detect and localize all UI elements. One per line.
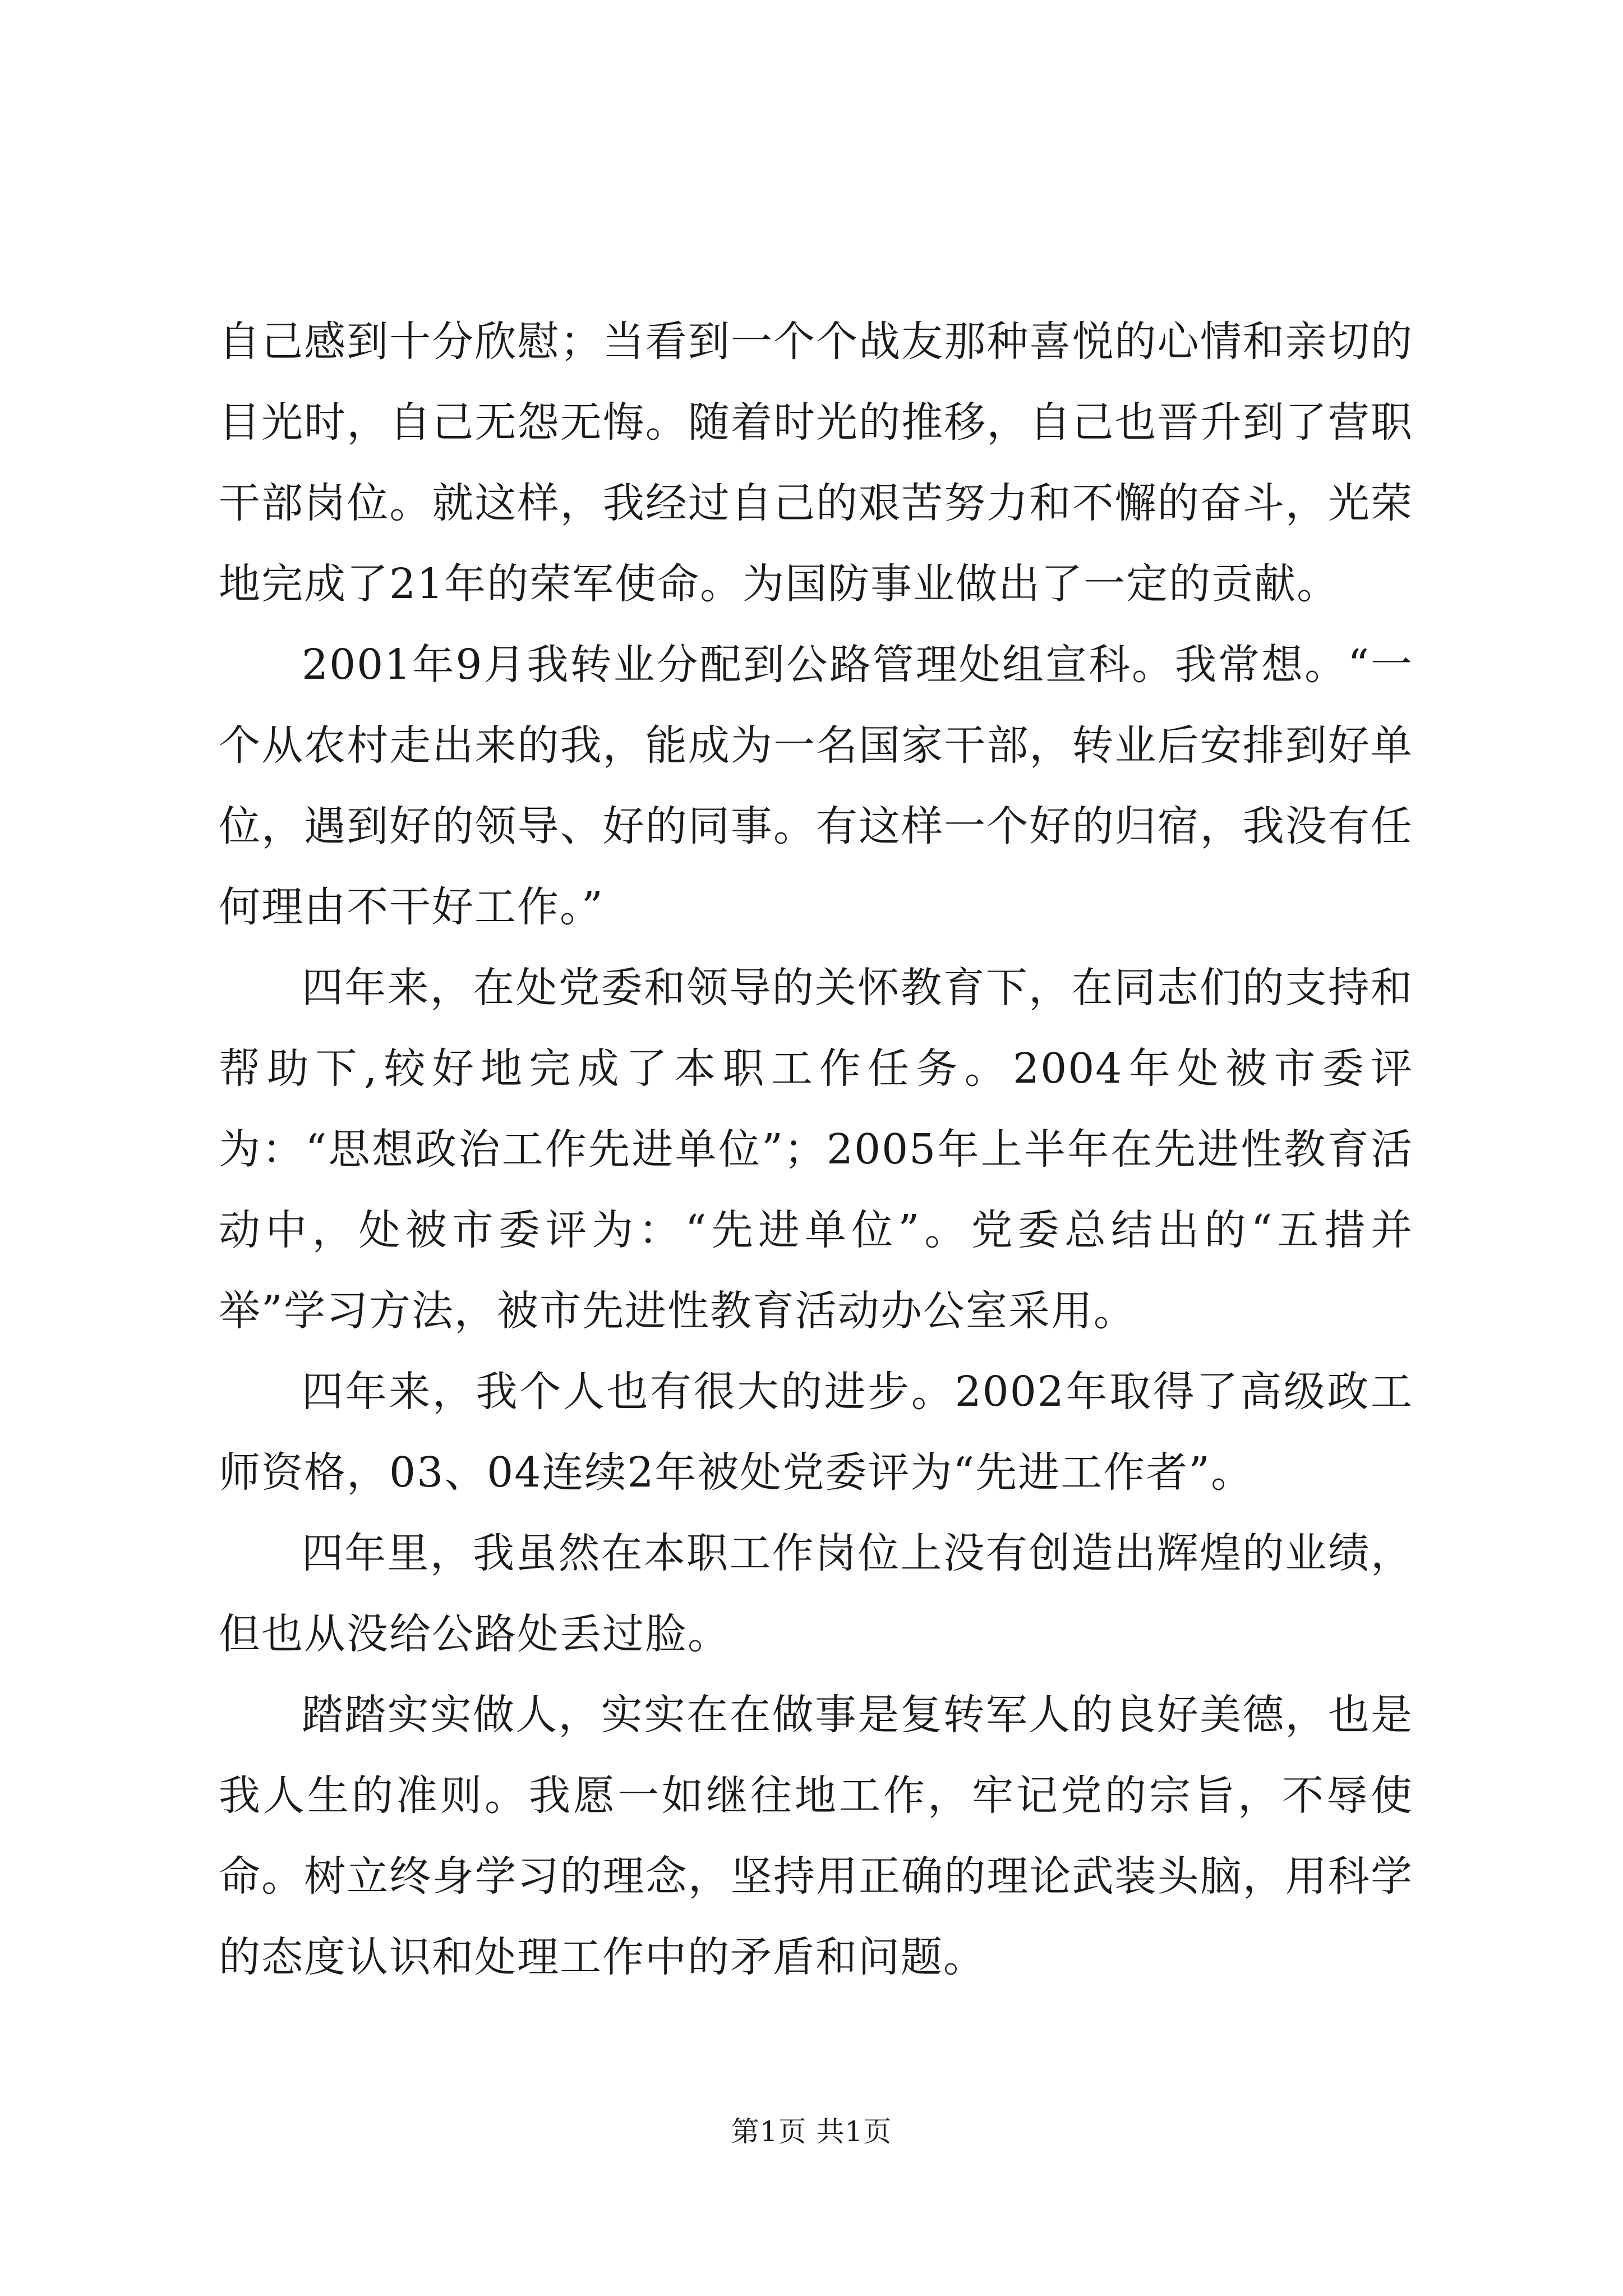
page-footer: 第1页 共1页	[731, 2115, 892, 2148]
paragraph-4: 四年来，我个人也有很大的进步。2002年取得了高级政工师资格，03、04连续2年被处党委评为“先进工作者”。	[219, 1368, 1413, 1497]
paragraph-1: 自己感到十分欣慰；当看到一个个战友那种喜悦的心情和亲切的目光时，自己无怨无悔。随着时光的推移，自己也晋升到了营职干部岗位。就这样，我经过自己的艰苦努力和不懈的奋斗，光荣地完成了21年的荣军使命。为国防事业做出了一定的贡献。	[219, 318, 1413, 608]
document-body	[219, 301, 1413, 1998]
paragraph-5: 四年里，我虽然在本职工作岗位上没有创造出辉煌的业绩，但也从没给公路处丢过脸。	[219, 1529, 1413, 1658]
paragraph-3: 四年来，在处党委和领导的关怀教育下，在同志们的支持和帮助下,较好地完成了本职工作任务。2004年处被市委评为：“思想政治工作先进单位”；2005年上半年在先进性教育活动中，处被市委评为：“先进单位”。党委总结出的“五措并举”学习方法，被市先进性教育活动办公室采用。	[219, 964, 1413, 1335]
paragraph-6: 踏踏实实做人，实实在在做事是复转军人的良好美德，也是我人生的准则。我愿一如继往地工作，牢记党的宗旨，不辱使命。树立终身学习的理念，坚持用正确的理论武装头脑，用科学的态度认识和处理工作中的矛盾和问题。	[219, 1691, 1413, 1981]
paragraph-2: 2001年9月我转业分配到公路管理处组宣科。我常想。“一个从农村走出来的我，能成为一名国家干部，转业后安排到好单位，遇到好的领导、好的同事。有这样一个好的归宿，我没有任何理由不干好工作。”	[219, 641, 1413, 931]
